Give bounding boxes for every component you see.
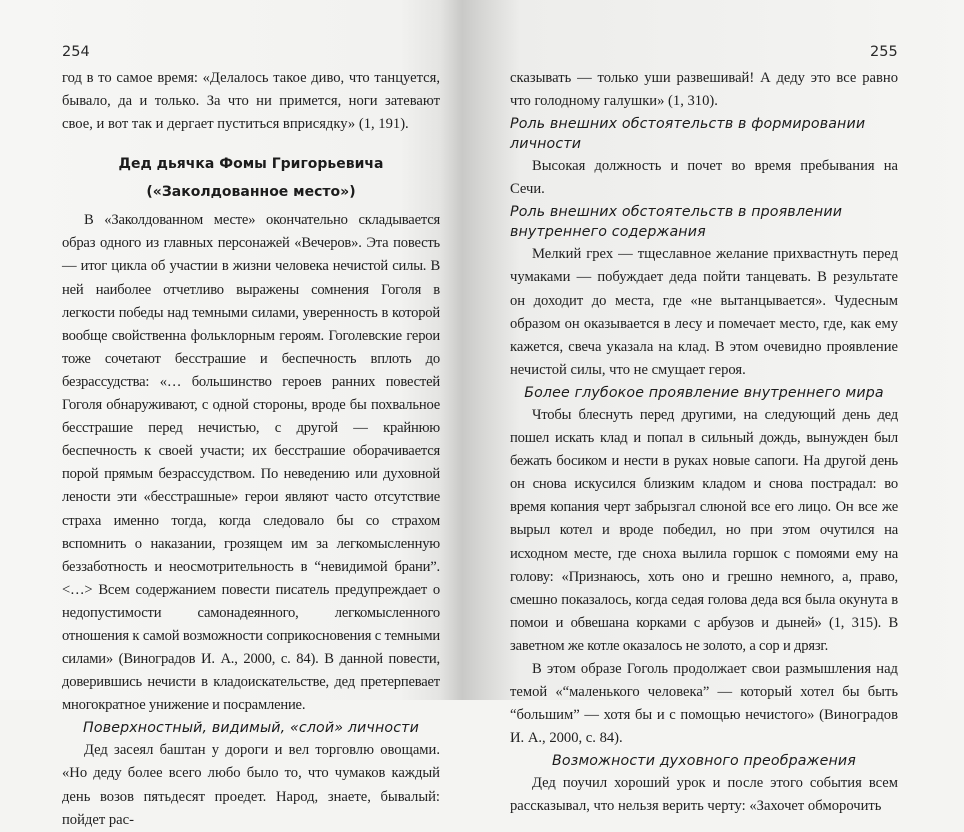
right-page-text xyxy=(510,67,898,819)
left-subheading-1: Поверхностный, видимый, «слой» личности xyxy=(83,720,419,737)
page-number-right: 255 xyxy=(870,44,898,60)
right-subheading-2: Роль внешних обстоятельств в проявлении внутреннего содержания xyxy=(510,204,843,241)
right-subheading-3: Более глубокое проявление внутреннего мира xyxy=(524,384,884,401)
right-lead-paragraph: сказывать — только уши развешивай! А деду это все равно что голодному галушки» (1, 310). xyxy=(510,70,898,110)
right-paragraph-2: Мелкий грех — тщеславное желание прихвастнуть перед чумаками — побуждает деда пойти танцевать. В результате он доходит до места, где «не вытанцывается». Чудесным образом он оказывается в лесу и помечает место, где, как ему кажется, свеча указала на клад. В этом очевидно проявление нечистой силы, что не смущает героя. xyxy=(510,246,898,378)
right-paragraph-1: Высокая должность и почет во время пребывания на Сечи. xyxy=(510,158,898,198)
page-number-left: 254 xyxy=(62,44,90,60)
right-subheading-4: Возможности духовного преображения xyxy=(552,753,856,770)
right-subheading-1: Роль внешних обстоятельств в формировании личности xyxy=(510,116,866,153)
left-lead-paragraph: год в то самое время: «Делалось такое диво, что танцуется, бывало, да и только. За что ни примется, ноги затевают свое, и вот так и дергает пуститься вприсядку» (1, 191). xyxy=(62,70,440,133)
right-paragraph-4: В этом образе Гоголь продолжает свои размышления над темой «“маленького человека” — который хотел бы быть “большим” — хотя бы и с помощью нечистого» (Виноградов И. А., 2000, с. 84). xyxy=(510,660,898,747)
left-paragraph-2: Дед засеял баштан у дороги и вел торговлю овощами. «Но деду более всего любо было то, что чумаков каждый день возов пятьдесят проедет. Народ, знаете, бывалый: пойдет рас- xyxy=(62,742,440,828)
left-paragraph-1: В «Заколдованном месте» окончательно складывается образ одного из главных персонажей «Вечеров». Эта повесть — итог цикла об участии в жизни человека нечистой силы. В ней наиболее отчетливо выражены сомнения Гоголя в легкости победы над темными силами, уверенность в которой вообще свойственна фольклорным героям. Гоголевские герои тоже сочетают бесстрашие и беспечность вплоть до безрассудства: «… большинство героев ранних повестей Гоголя обнаруживают, с одной стороны, вроде бы похвальное бесстрашие перед нечистью, с другой — крайнюю беспечность к своей участи; их бесстрашие оборачивается порой прямым безрассудством. По неведению или духовной лености эти «бесстрашные» герои являют часто отсутствие страха именно тогда, когда следовало бы со страхом вспомнить о наказании, грозящем им за легкомысленную беззаботность и неосмотрительность в “невидимой брани”. <…> Всем содержанием повести писатель предупреждает о недопустимости самонадеянного, легкомысленного отношения к самой возможности соприкосновения с темными силами» (Виноградов И. А., 2000, с. 84). В данной повести, доверившись нечисти в кладоискательстве, дед претерпевает многократное унижение и посрамление. xyxy=(62,212,440,714)
left-page-text xyxy=(62,67,440,832)
section-title-line-1: Дед дьячка Фомы Григорьевича xyxy=(118,156,384,173)
right-paragraph-5: Дед поучил хороший урок и после этого события всем рассказывал, что нельзя верить черту: «Захочет обморочить xyxy=(510,775,898,815)
section-title-line-2: («Заколдованное место») xyxy=(146,184,356,201)
right-paragraph-3: Чтобы блеснуть перед другими, на следующий день дед пошел искать клад и попал в сильный дождь, вынужден был бежать босиком и нести в руках новые сапоги. На другой день он снова искусился близким кладом и снова пострадал: во время копания черт забрызгал слюной все его лицо. Он все же вырыл котел и вроде победил, но при этом очутился на исходном месте, где сноха вылила горшок с помоями ему на голову: «Признаюсь, хоть оно и грешно немного, а, право, смешно показалось, когда седая голова деда вся была окунута в помои и обвешана корками с арбузов и дыней» (1, 315). В заветном же котле оказалось не золото, а сор и дрязг. xyxy=(510,406,898,654)
